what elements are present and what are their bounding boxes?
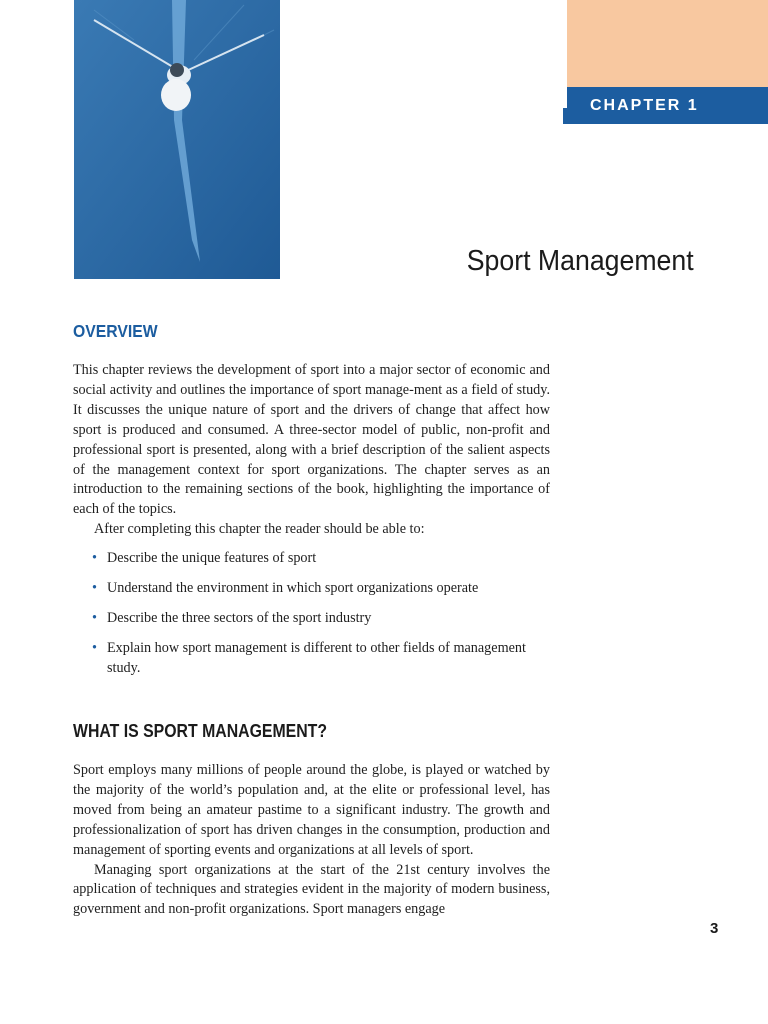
chapter-title: Sport Management	[467, 245, 694, 277]
bullet-icon: •	[92, 639, 97, 656]
chapter-color-block	[567, 0, 768, 87]
list-item	[92, 549, 532, 569]
objectives-list	[92, 549, 532, 689]
overview-heading: OVERVIEW	[73, 321, 158, 341]
objectives-intro: After completing this chapter the reader should be able to:	[94, 521, 425, 538]
objective-text: Describe the unique features of sport	[107, 550, 317, 566]
chapter-label: CHAPTER 1	[567, 87, 768, 124]
list-item	[92, 639, 532, 679]
section-body	[73, 761, 550, 920]
objective-text: Describe the three sectors of the sport industry	[107, 609, 372, 626]
objective-text: Explain how sport management is different to other fields of management study.	[107, 639, 526, 676]
objective-text: Understand the environment in which sport organizations operate	[107, 579, 479, 596]
overview-section	[73, 361, 550, 540]
list-item	[92, 609, 532, 629]
list-item	[92, 579, 532, 599]
page-number: 3	[710, 920, 719, 937]
bullet-icon: •	[92, 579, 97, 596]
overview-paragraph: This chapter reviews the development of sport into a major sector of economic and social activity and outlines the importance of sport manage-ment as a field of study. It discusses the unique nature of sport and the drivers of change that affect how sport is produced and consumed. A three-sector model of public, non-profit and professional sport is presented, along with a brief description of the salient aspects of the management context for sport organizations. The chapter serves as an introduction to the remaining sections of the book, highlighting the importance of each of the topics.	[73, 362, 550, 518]
bullet-icon: •	[92, 550, 97, 566]
section-heading: WHAT IS SPORT MANAGEMENT?	[73, 721, 328, 741]
rowing-photo	[74, 0, 280, 279]
bullet-icon: •	[92, 609, 97, 626]
section-paragraph-2: Managing sport organizations at the start of the 21st century involves the application of techniques and strategies evident in the majority of modern business, government and non-profit organizations. Sport managers engage	[73, 861, 550, 918]
section-paragraph-1: Sport employs many millions of people around the globe, is played or watched by the majority of the world’s population and, at the elite or professional level, has moved from being an amateur pastime to a significant industry. The growth and professionalization of sport has driven changes in the consumption, production and management of sporting events and organizations at all levels of sport.	[73, 762, 550, 858]
rowing-scull-image	[74, 0, 280, 279]
